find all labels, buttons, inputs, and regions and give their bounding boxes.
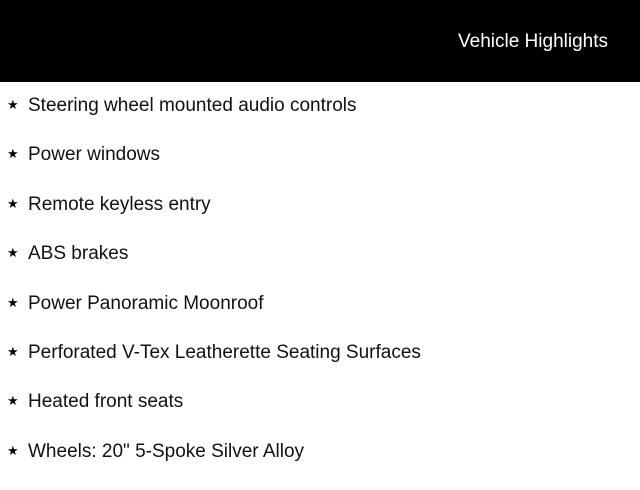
- list-item: [0, 342, 640, 391]
- star-icon: ★: [7, 147, 19, 163]
- highlight-label: Power windows: [28, 144, 160, 166]
- star-icon: ★: [7, 295, 19, 311]
- list-item: [0, 391, 640, 440]
- header-bar: [0, 0, 640, 82]
- highlight-label: Heated front seats: [28, 391, 184, 413]
- list-item: [0, 243, 640, 292]
- highlights-list: [0, 95, 640, 490]
- list-item: [0, 95, 640, 144]
- star-icon: ★: [7, 98, 19, 113]
- highlight-label: Power Panoramic Moonroof: [28, 292, 264, 314]
- star-icon: ★: [7, 246, 19, 262]
- highlight-label: Steering wheel mounted audio controls: [28, 95, 357, 116]
- star-icon: ★: [7, 394, 19, 410]
- page-title: Vehicle Highlights: [458, 31, 608, 52]
- star-icon: ★: [7, 196, 19, 212]
- star-icon: ★: [7, 443, 19, 459]
- highlight-label: ABS brakes: [28, 243, 129, 265]
- list-item: [0, 194, 640, 243]
- highlight-label: Wheels: 20" 5-Spoke Silver Alloy: [28, 440, 305, 462]
- star-icon: ★: [7, 344, 19, 360]
- list-item: [0, 441, 640, 490]
- highlight-label: Remote keyless entry: [28, 193, 211, 215]
- highlight-label: Perforated V-Tex Leatherette Seating Surfaces: [28, 341, 421, 363]
- list-item: [0, 293, 640, 342]
- list-item: [0, 144, 640, 193]
